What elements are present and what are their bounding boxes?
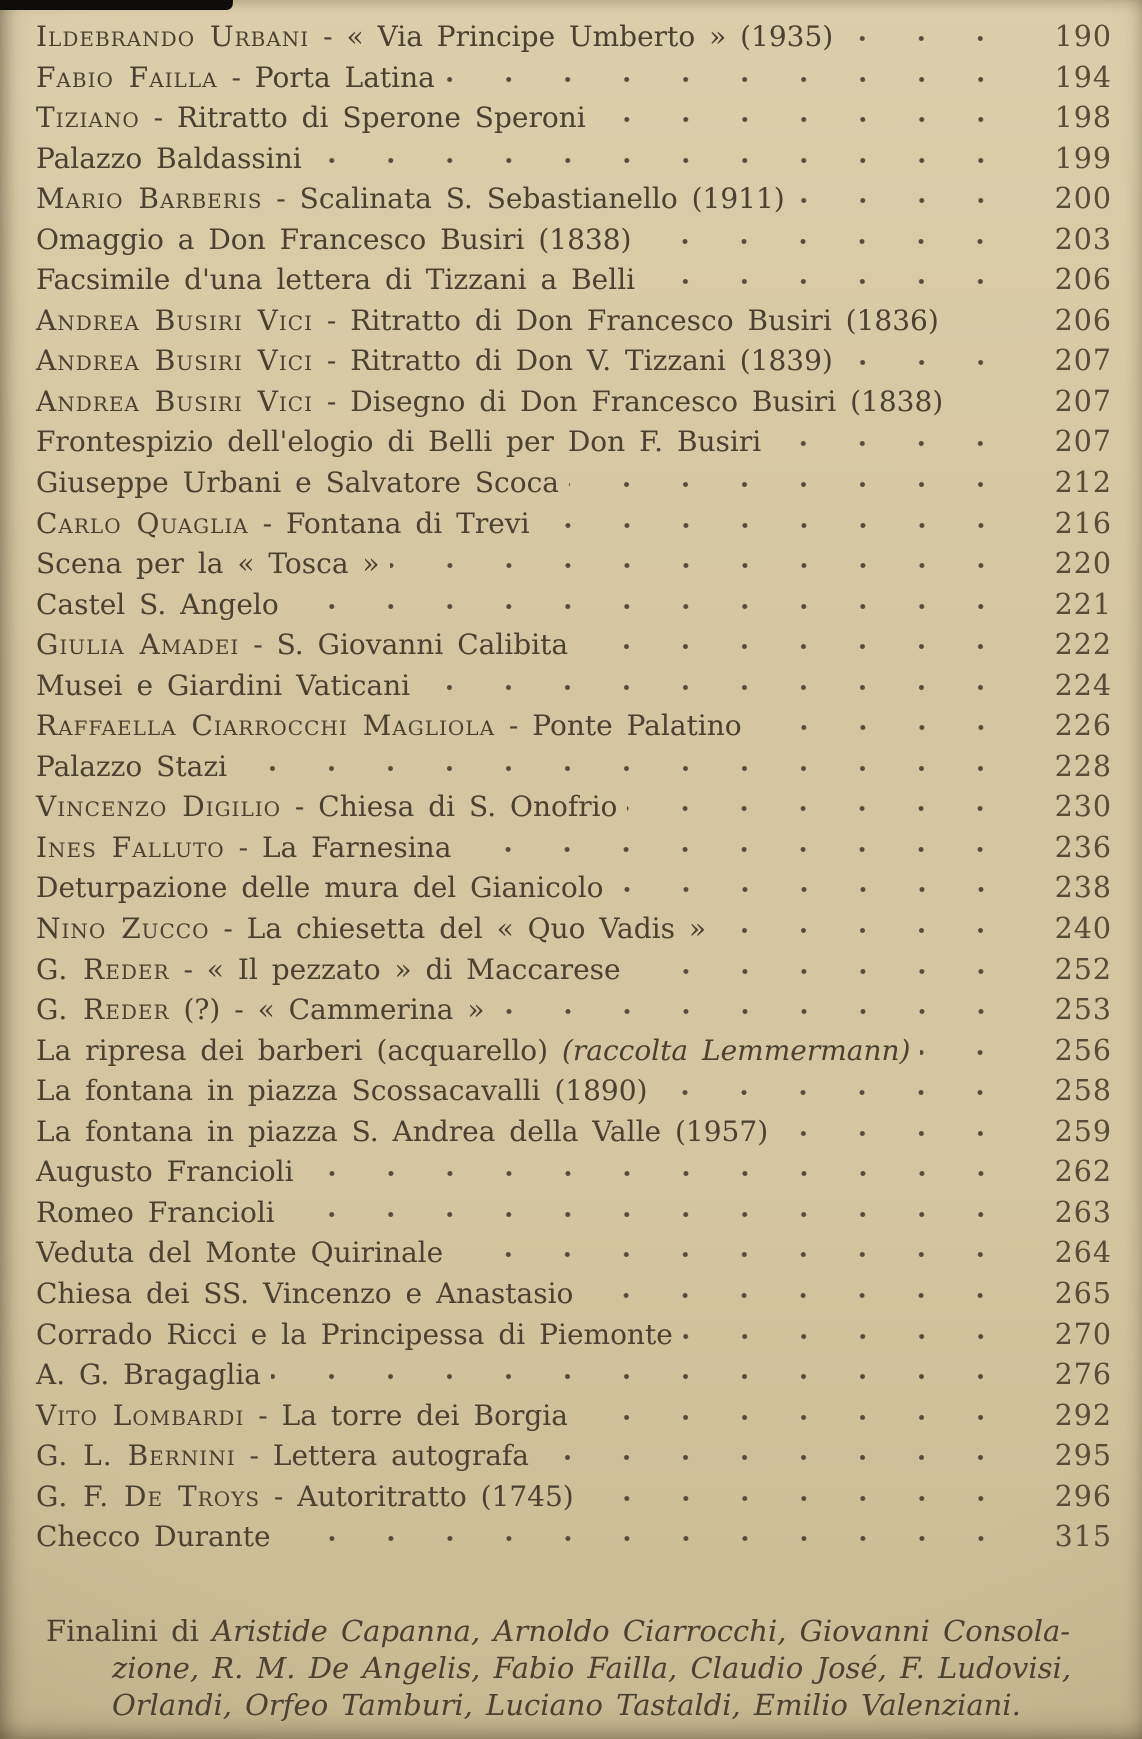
entry-text <box>36 1436 529 1477</box>
entry-text <box>36 179 785 220</box>
entry-title: - Lettera autografa <box>235 1439 529 1473</box>
entry-artist-name: Vito Lombardi <box>36 1398 245 1432</box>
entry-title: Palazzo Baldassini <box>36 141 302 175</box>
list-item <box>36 340 1112 381</box>
dot-leader <box>627 786 1026 816</box>
page-number: 216 <box>1054 506 1112 540</box>
list-item <box>36 1435 1112 1476</box>
footer-names-1: Aristide Capanna, Arnoldo Ciarrocchi, Giovanni Consola- <box>212 1613 1071 1648</box>
entry-artist-name: Mario Barberis <box>36 182 263 216</box>
dot-leader <box>289 584 1026 614</box>
list-item <box>36 1111 1112 1152</box>
page-number: 222 <box>1054 628 1112 662</box>
entry-text <box>36 787 617 828</box>
entry-title: Frontespizio dell'elogio di Belli per Don F. Busiri <box>36 425 762 459</box>
dot-leader <box>716 908 1026 938</box>
entry-text <box>36 504 530 545</box>
page-number: 263 <box>1054 1195 1112 1229</box>
entry-title: Checco Durante <box>36 1520 271 1554</box>
page-number: 226 <box>1054 709 1112 743</box>
entry-text <box>36 220 631 261</box>
dot-leader <box>281 1516 1026 1546</box>
dot-leader <box>953 381 1026 411</box>
page-number: 212 <box>1054 466 1112 500</box>
entry-title: (?) - « Cammerina » <box>169 993 485 1027</box>
entry-title: Corrado Ricci e la Principessa di Piemonte <box>36 1317 673 1351</box>
page-number: 206 <box>1054 303 1112 337</box>
entry-artist-name: Vincenzo Digilio <box>36 790 282 824</box>
entry-title: - Porta Latina <box>217 60 435 94</box>
page-number: 265 <box>1054 1276 1112 1310</box>
page-number: 292 <box>1054 1398 1112 1432</box>
entry-text <box>36 1517 271 1558</box>
dot-leader <box>312 138 1026 168</box>
entry-text <box>36 747 227 788</box>
list-item <box>36 1395 1112 1436</box>
entry-title: Augusto Francioli <box>36 1155 294 1189</box>
dot-leader <box>540 503 1026 533</box>
entry-text <box>36 1396 568 1437</box>
footer-line-2: zione, R. M. De Angelis, Fabio Failla, Claudio José, F. Ludovisi, <box>112 1650 1072 1685</box>
entry-artist-name: G. L. Bernini <box>36 1439 236 1473</box>
page-number: 221 <box>1054 587 1112 621</box>
entry-artist-name: Raffaella Ciarrocchi Magliola <box>36 709 496 743</box>
entry-title: Facsimile d'una lettera di Tizzani a Belli <box>36 263 636 297</box>
footer-note <box>46 1613 1112 1724</box>
dot-leader <box>569 462 1026 492</box>
list-item <box>36 543 1112 584</box>
entry-text <box>36 1152 294 1193</box>
entry-text <box>36 1071 647 1112</box>
page-number: 207 <box>1054 344 1112 378</box>
list-item <box>36 57 1112 98</box>
entry-text <box>36 1193 275 1234</box>
page-number: 296 <box>1054 1479 1112 1513</box>
entry-artist-name: Giulia Amadei <box>36 628 240 662</box>
entry-title: - Autoritratto (1745) <box>260 1479 574 1513</box>
entry-title: - Ritratto di Don Francesco Busiri (1836) <box>312 303 939 337</box>
list-item <box>36 1476 1112 1517</box>
entry-text <box>36 666 410 707</box>
entry-text <box>36 1477 574 1518</box>
page-number: 206 <box>1054 263 1112 297</box>
entry-artist-name: Andrea Busiri Vici <box>36 344 313 378</box>
entry-text <box>36 1315 673 1356</box>
entry-text <box>36 868 604 909</box>
page-number: 258 <box>1054 1074 1112 1108</box>
list-item <box>36 624 1112 665</box>
page-number: 207 <box>1054 425 1112 459</box>
entry-text <box>36 950 621 991</box>
dot-leader <box>304 1151 1026 1181</box>
page-number: 194 <box>1054 60 1112 94</box>
entry-title: Deturpazione delle mura del Gianicolo <box>36 871 604 905</box>
page-number: 207 <box>1054 384 1112 418</box>
page-number: 262 <box>1054 1155 1112 1189</box>
entry-text <box>36 1031 910 1072</box>
page-number: 190 <box>1054 20 1112 53</box>
entry-title: - Disegno di Don Francesco Busiri (1838) <box>312 384 944 418</box>
dot-leader <box>596 97 1026 127</box>
entry-title: - S. Giovanni Calibita <box>239 628 569 662</box>
page-number: 252 <box>1054 952 1112 986</box>
entry-text <box>36 98 586 139</box>
dot-leader <box>683 1314 1026 1344</box>
page-number: 199 <box>1054 141 1112 175</box>
list-item <box>36 1070 1112 1111</box>
list-item <box>36 421 1112 462</box>
entry-title: - Ritratto di Sperone Speroni <box>139 101 586 135</box>
entry-title: - « Via Principe Umberto » (1935) <box>309 20 834 53</box>
entry-title: - Scalinata S. Sebastianello (1911) <box>262 182 785 216</box>
entry-text <box>36 1274 573 1315</box>
dot-leader <box>578 1395 1026 1425</box>
entry-artist-name: Ildebrando Urbani <box>36 20 310 53</box>
entry-title: - Ritratto di Don V. Tizzani (1839) <box>312 344 833 378</box>
dot-leader <box>645 259 1026 289</box>
page-number: 264 <box>1054 1236 1112 1270</box>
entry-title: - Ponte Palatino <box>495 709 742 743</box>
page-number: 315 <box>1054 1520 1112 1554</box>
list-item <box>36 1192 1112 1233</box>
dot-leader <box>461 827 1026 857</box>
list-item <box>36 178 1112 219</box>
entry-artist-name: G. F. De Troys <box>36 1479 261 1513</box>
list-item <box>36 746 1112 787</box>
list-item <box>36 1354 1112 1395</box>
dot-leader <box>584 1476 1026 1506</box>
entry-text <box>36 909 706 950</box>
dot-leader <box>285 1192 1026 1222</box>
list-item <box>36 138 1112 179</box>
dot-leader <box>578 624 1026 654</box>
dot-leader <box>631 949 1026 979</box>
list-item <box>36 503 1112 544</box>
entry-text <box>36 625 568 666</box>
list-item <box>36 584 1112 625</box>
list-item <box>36 16 1112 57</box>
entry-artist-name: Ines Falluto <box>36 830 225 864</box>
dot-leader <box>495 989 1027 1019</box>
entry-artist-name: G. Reder <box>36 993 170 1027</box>
page-number: 200 <box>1054 182 1112 216</box>
entry-title: A. G. Bragaglia <box>36 1358 261 1392</box>
entry-title: - Fontana di Trevi <box>248 506 530 540</box>
entry-title: Romeo Francioli <box>36 1195 275 1229</box>
entry-title-italic: (raccolta Lemmermann) <box>561 1033 911 1067</box>
page-number: 270 <box>1054 1317 1112 1351</box>
entry-text <box>36 301 939 342</box>
page-number: 198 <box>1054 101 1112 135</box>
list-item <box>36 1151 1112 1192</box>
entry-text <box>36 1112 768 1153</box>
dot-leader <box>614 867 1026 897</box>
list-item <box>36 300 1112 341</box>
dot-leader <box>771 421 1026 451</box>
dot-leader <box>949 300 1026 330</box>
page-number: 220 <box>1054 547 1112 581</box>
list-item <box>36 827 1112 868</box>
entry-artist-name: Andrea Busiri Vici <box>36 303 313 337</box>
list-item <box>36 1516 1112 1557</box>
entry-title: - « Il pezzato » di Maccarese <box>169 952 621 986</box>
page-number: 236 <box>1054 830 1112 864</box>
entry-text <box>36 990 485 1031</box>
entry-title: Giuseppe Urbani e Salvatore Scoca <box>36 466 559 500</box>
entry-title: Scena per la « Tosca » <box>36 547 380 581</box>
entry-title: Castel S. Angelo <box>36 587 279 621</box>
dot-leader <box>420 665 1026 695</box>
entry-text <box>36 58 435 99</box>
entry-title: - La torre dei Borgia <box>244 1398 568 1432</box>
entry-artist-name: Carlo Quaglia <box>36 506 249 540</box>
list-item <box>36 462 1112 503</box>
entry-text <box>36 139 302 180</box>
dot-leader <box>445 57 1026 87</box>
dot-leader <box>920 1030 1026 1060</box>
entry-title: Veduta del Monte Quirinale <box>36 1236 444 1270</box>
dot-leader <box>237 746 1026 776</box>
dot-leader <box>795 178 1026 208</box>
list-item <box>36 705 1112 746</box>
dot-leader <box>583 1273 1026 1303</box>
entry-title: Omaggio a Don Francesco Busiri (1838) <box>36 222 632 256</box>
page-number: 295 <box>1054 1439 1112 1473</box>
dot-leader <box>641 219 1026 249</box>
dot-leader <box>843 16 1026 46</box>
entry-text <box>36 382 943 423</box>
page-number: 276 <box>1054 1358 1112 1392</box>
page-number: 228 <box>1054 749 1112 783</box>
dot-leader <box>778 1111 1026 1141</box>
entry-title: La fontana in piazza S. Andrea della Valle (1957) <box>36 1114 769 1148</box>
entry-artist-name: Tiziano <box>36 101 140 135</box>
dot-leader <box>271 1354 1026 1384</box>
entry-artist-name: Fabio Failla <box>36 60 218 94</box>
dot-leader <box>539 1435 1026 1465</box>
entry-text <box>36 341 833 382</box>
dot-leader <box>843 340 1026 370</box>
list-item <box>36 908 1112 949</box>
page-number: 203 <box>1054 222 1112 256</box>
dot-leader <box>390 543 1026 573</box>
entry-artist-name: G. Reder <box>36 952 170 986</box>
page-number: 224 <box>1054 668 1112 702</box>
list-item <box>36 1273 1112 1314</box>
entry-title: - La Farnesina <box>224 830 452 864</box>
list-item <box>36 1030 1112 1071</box>
list-item <box>36 786 1112 827</box>
entry-text <box>36 260 635 301</box>
page-number: 253 <box>1054 993 1112 1027</box>
list-item <box>36 381 1112 422</box>
footer-prefix: Finalini di <box>46 1613 213 1648</box>
entry-text <box>36 422 761 463</box>
list-item <box>36 1314 1112 1355</box>
entry-artist-name: Nino Zucco <box>36 912 210 946</box>
list-item <box>36 219 1112 260</box>
illustrations-list <box>36 16 1112 1557</box>
entry-title: - Chiesa di S. Onofrio <box>281 790 618 824</box>
list-item <box>36 97 1112 138</box>
page-number: 238 <box>1054 871 1112 905</box>
dot-leader <box>453 1232 1026 1262</box>
page-number: 256 <box>1054 1033 1112 1067</box>
entry-artist-name: Andrea Busiri Vici <box>36 384 313 418</box>
footer-line-1 <box>46 1613 1112 1650</box>
entry-title: La ripresa dei barberi (acquarello) <box>36 1033 562 1067</box>
entry-text <box>36 585 279 626</box>
footer-line-3: Orlandi, Orfeo Tamburi, Luciano Tastaldi, Emilio Valenziani. <box>112 1687 1021 1722</box>
list-item <box>36 665 1112 706</box>
entry-title: La fontana in piazza Scossacavalli (1890) <box>36 1074 648 1108</box>
dot-leader <box>657 1070 1026 1100</box>
dot-leader <box>752 705 1026 735</box>
entry-text <box>36 706 742 747</box>
page-number: 230 <box>1054 790 1112 824</box>
list-item <box>36 1232 1112 1273</box>
entry-text <box>36 463 559 504</box>
entry-title: Musei e Giardini Vaticani <box>36 668 411 702</box>
entry-text <box>36 1355 261 1396</box>
entry-title: Palazzo Stazi <box>36 749 228 783</box>
entry-text <box>36 828 451 869</box>
entry-title: Chiesa dei SS. Vincenzo e Anastasio <box>36 1276 574 1310</box>
entry-text <box>36 544 380 585</box>
list-item <box>36 989 1112 1030</box>
list-item <box>36 259 1112 300</box>
entry-text <box>36 17 833 58</box>
list-item <box>36 867 1112 908</box>
list-item <box>36 949 1112 990</box>
page-number: 259 <box>1054 1114 1112 1148</box>
entry-text <box>36 1233 443 1274</box>
entry-title: - La chiesetta del « Quo Vadis » <box>209 912 706 946</box>
page-number: 240 <box>1054 912 1112 946</box>
